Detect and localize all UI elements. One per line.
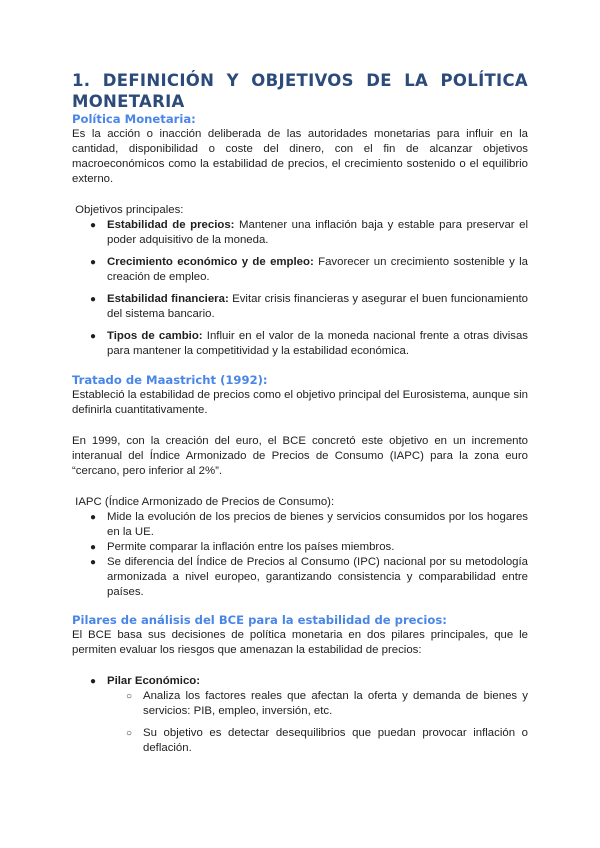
title-word: DEFINICIÓN (102, 71, 215, 90)
list-item: ○ Su objetivo es detectar desequilibrios que puedan provocar inflación o deflación. (126, 727, 528, 754)
maastricht-p2: En 1999, con la creación del euro, el BCE concretó este objetivo en un incremento interanual del Índice Armonizado de Precios de Consumo (IAPC) para la zona euro “cercano, pero inferior al 2%”. (72, 435, 528, 477)
circle-bullet-icon: ○ (126, 728, 133, 739)
title-word: LA (404, 71, 429, 90)
list-item: ○ Analiza los factores reales que afectan la oferta y demanda de bienes y servicios: PIB, empleo, inversión, etc. (126, 690, 528, 717)
title-word: DE (366, 71, 392, 90)
section-title (72, 70, 528, 112)
item-term: Crecimiento económico y de empleo: (107, 256, 314, 268)
bullet-icon: ● (90, 557, 97, 568)
list-item (72, 329, 528, 359)
list-item: ● Se diferencia del Índice de Precios al Consumo (IPC) nacional por su metodología armonizada a nivel europeo, garantizando consistencia y comparabilidad entre países. (90, 556, 528, 598)
item-text: Influir en el valor de la moneda nacional frente a otras divisas para mantener la competitividad y la estabilidad económica. (107, 330, 528, 357)
title-word: OBJETIVOS (251, 71, 354, 90)
bullet-icon: ● (90, 220, 97, 231)
title-word: POLÍTICA (440, 71, 528, 90)
maastricht-p1: Estableció la estabilidad de precios como el objetivo principal del Eurosistema, aunque sin definirla cuantitativamente. (72, 389, 528, 416)
bullet-icon: ● (90, 542, 97, 553)
list-item (72, 218, 528, 248)
politica-heading: Política Monetaria: (72, 112, 196, 126)
title-line-2: MONETARIA (72, 92, 185, 111)
bullet-icon: ● (90, 331, 97, 342)
list-item: ● Permite comparar la inflación entre los países miembros. (90, 541, 395, 553)
item-text: Mantener una inflación baja y estable para preservar el poder adquisitivo de la moneda. (107, 219, 528, 246)
list-item (72, 292, 528, 322)
bullet-icon: ● (90, 294, 97, 305)
item-text: Favorecer un crecimiento sostenible y la creación de empleo. (107, 256, 529, 283)
politica-body: Es la acción o inacción deliberada de las autoridades monetarias para influir en la cantidad, disponibilidad o coste del dinero, con el fin de alcanzar objetivos macroeconómicos como la estabilidad de precios, el crecimiento sostenido o el equilibrio externo. (72, 128, 528, 185)
maastricht-heading: Tratado de Maastricht (1992): (72, 373, 268, 387)
pilares-list (72, 674, 528, 689)
list-item: ● Mide la evolución de los precios de bienes y servicios consumidos por los hogares en la UE. (90, 511, 528, 538)
pilares-body: El BCE basa sus decisiones de política monetaria en dos pilares principales, que le permiten evaluar los riesgos que amenazan la estabilidad de precios: (72, 629, 528, 656)
item-text: Evitar crisis financieras y asegurar el buen funcionamiento del sistema bancario. (107, 293, 528, 320)
objetivos-list (72, 218, 528, 359)
item-term: Tipos de cambio: (107, 330, 203, 342)
item-term: Estabilidad financiera: (107, 293, 229, 305)
list-item (72, 255, 528, 285)
pilares-heading: Pilares de análisis del BCE para la estabilidad de precios: (72, 613, 447, 627)
bullet-icon: ● (90, 512, 97, 523)
title-line-1 (72, 70, 528, 91)
title-word: 1. (72, 71, 91, 90)
objetivos-intro: Objetivos principales: (75, 204, 184, 216)
iapc-list (72, 510, 528, 600)
circle-bullet-icon: ○ (126, 691, 133, 702)
list-item (72, 674, 528, 689)
item-term: Estabilidad de precios: (107, 219, 235, 231)
iapc-intro: IAPC (Índice Armonizado de Precios de Consumo): (75, 496, 335, 508)
title-word: Y (226, 71, 239, 90)
bullet-icon: ● (90, 676, 97, 687)
bullet-icon: ● (90, 257, 97, 268)
pilar-economico-sublist (72, 689, 528, 756)
pilar-label: Pilar Económico: (107, 675, 201, 687)
